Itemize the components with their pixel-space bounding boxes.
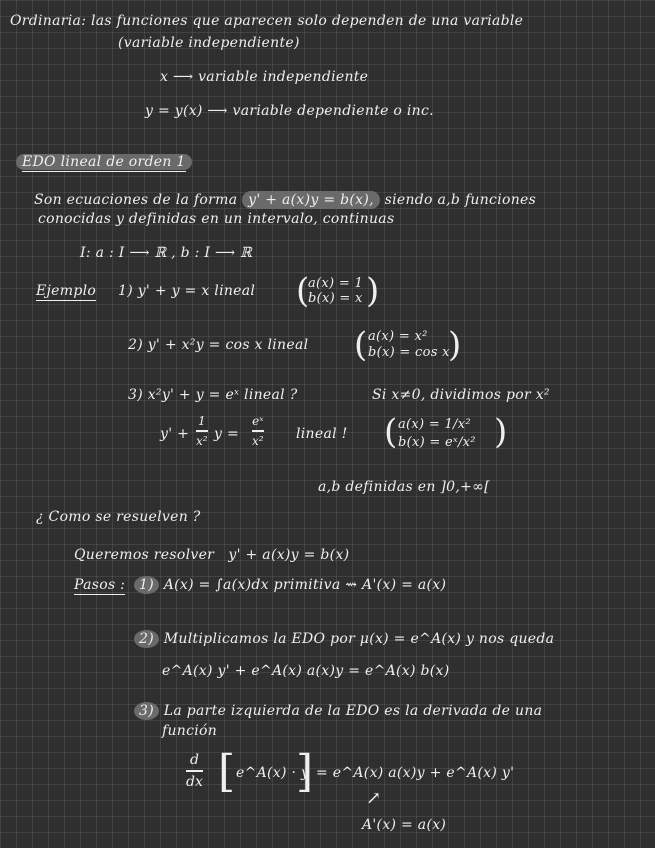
fraction-ex-over-x2 (252, 414, 264, 448)
solve-question: ¿ Como se resuelven ? (36, 509, 201, 525)
section-title (16, 154, 192, 170)
steps-label (74, 578, 125, 592)
definition-text-a: Son ecuaciones de la forma (34, 192, 238, 208)
example-3-a: a(x) = 1/x² (398, 417, 471, 432)
fraction-numerator: eˣ (252, 414, 264, 428)
step-2 (134, 632, 554, 646)
step-3 (134, 704, 542, 718)
step-1 (134, 578, 446, 592)
derivative-d: d (189, 752, 199, 768)
bracket-open: [ (218, 746, 236, 797)
step-3-inner: e^A(x) · y (236, 765, 310, 781)
step-1-number: 1) (134, 576, 159, 594)
definition-formula: y' + a(x)y = b(x), (242, 191, 380, 209)
definition-line-3: I: a : I ⟶ ℝ , b : I ⟶ ℝ (80, 245, 253, 261)
example-1: 1) y' + y = x lineal (118, 283, 256, 299)
example-label-text: Ejemplo (36, 283, 97, 299)
fraction-numerator: 1 (197, 414, 206, 428)
step-2-number: 2) (134, 630, 159, 648)
example-3-mid: y = (214, 426, 239, 442)
example-3-note: Si x≠0, dividimos por x² (372, 387, 550, 403)
step-2-equation: e^A(x) y' + e^A(x) a(x)y = e^A(x) b(x) (162, 663, 450, 679)
section-title-text: EDO lineal de orden 1 (22, 154, 186, 170)
paren-close: ) (366, 271, 380, 311)
intro-line-1: Ordinaria: las funciones que aparecen solo dependen de una variable (10, 13, 524, 29)
step-3-rhs: = e^A(x) a(x)y + e^A(x) y' (316, 765, 515, 781)
example-2-b: b(x) = cos x (368, 345, 450, 360)
intro-line-4: y = y(x) ⟶ variable dependiente o inc. (145, 103, 434, 119)
definition-line-1 (34, 193, 536, 207)
example-2-a: a(x) = x² (368, 329, 428, 344)
example-2: 2) y' + x²y = cos x lineal (128, 337, 309, 353)
step-3-number: 3) (134, 702, 159, 720)
solve-want (74, 548, 349, 562)
example-1-a: a(x) = 1 (308, 276, 364, 291)
paren-open: ( (354, 325, 368, 365)
steps-label-text: Pasos : (74, 577, 126, 593)
paren-open: ( (384, 412, 398, 452)
bracket-close: ] (296, 746, 314, 797)
arrow-up-icon: ↗ (366, 788, 382, 809)
paren-close: ) (494, 412, 508, 452)
fraction-denominator: x² (252, 433, 264, 448)
solve-want-text: Queremos resolver (74, 547, 215, 563)
step-3-line-2: función (162, 723, 218, 739)
intro-line-3: x ⟶ variable independiente (160, 69, 369, 85)
intro-line-2: (variable independiente) (118, 35, 300, 51)
example-label (36, 284, 96, 298)
derivative-dx: dx (186, 773, 203, 790)
solve-want-eq: y' + a(x)y = b(x) (228, 547, 350, 563)
fraction-1-over-x2 (196, 414, 208, 448)
paren-open: ( (296, 271, 310, 311)
step-3-text: La parte izquierda de la EDO es la derivada de una (163, 703, 543, 719)
definition-text-b: siendo a,b funciones (384, 192, 537, 208)
example-3: 3) x²y' + y = eˣ lineal ? (128, 387, 298, 403)
example-3-b: b(x) = eˣ/x² (398, 435, 476, 450)
step-3-foot: A'(x) = a(x) (362, 817, 447, 833)
derivative-operator (186, 752, 203, 790)
paren-close: ) (448, 325, 462, 365)
example-1-b: b(x) = x (308, 291, 363, 306)
step-1-text: A(x) = ∫a(x)dx primitiva ⇝ A'(x) = a(x) (163, 577, 447, 593)
definition-line-2: conocidas y definidas en un intervalo, continuas (38, 211, 395, 227)
example-3-lineal: lineal ! (296, 426, 348, 442)
step-2-text: Multiplicamos la EDO por μ(x) = e^A(x) y nos queda (163, 631, 555, 647)
example-3-y: y' + (160, 426, 190, 442)
fraction-denominator: x² (196, 433, 208, 448)
example-3-domain: a,b definidas en ]0,+∞[ (318, 479, 490, 495)
